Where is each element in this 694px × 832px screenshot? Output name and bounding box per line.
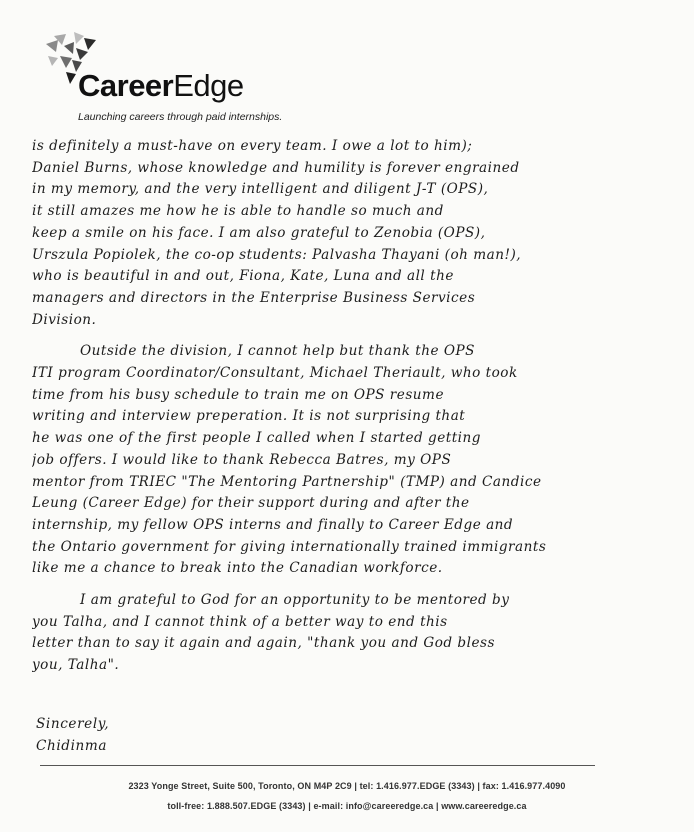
paragraph-3 bbox=[32, 590, 684, 677]
letter-line: in my memory, and the very intelligent and diligent J-T (OPS), bbox=[32, 181, 489, 198]
footer-address: 2323 Yonge Street, Suite 500, Toronto, ON M4P 2C9 | tel: 1.416.977.EDGE (3343) | fax: 1.416.977.4090 bbox=[128, 781, 566, 791]
signature: Chidinma bbox=[36, 738, 108, 754]
footer-divider bbox=[40, 765, 595, 766]
letter-line: keep a smile on his face. I am also grateful to Zenobia (OPS), bbox=[32, 224, 486, 241]
letter-line: managers and directors in the Enterprise Business Services bbox=[32, 289, 476, 306]
letter-line: the Ontario government for giving internationally trained immigrants bbox=[32, 538, 547, 555]
paragraph-1 bbox=[32, 136, 684, 331]
brand-tagline: Launching careers through paid internships. bbox=[78, 111, 283, 123]
letter-line: he was one of the first people I called when I started getting bbox=[32, 430, 481, 447]
footer-contact: toll-free: 1.888.507.EDGE (3343) | e-mail: info@careeredge.ca | www.careeredge.ca bbox=[167, 801, 527, 811]
letter-line: I am grateful to God for an opportunity to be mentored by bbox=[80, 592, 510, 609]
letter-line: internship, my fellow OPS interns and finally to Career Edge and bbox=[32, 516, 514, 533]
letter-line: letter than to say it again and again, "thank you and God bless bbox=[32, 635, 495, 652]
letter-line: you Talha, and I cannot think of a better way to end this bbox=[32, 613, 448, 630]
letter-line: Leung (Career Edge) for their support during and after the bbox=[32, 495, 470, 512]
brand-name-regular: Edge bbox=[173, 68, 244, 103]
letter-line: mentor from TRIEC "The Mentoring Partnership" (TMP) and Candice bbox=[32, 473, 542, 490]
letter-line: like me a chance to break into the Canadian workforce. bbox=[32, 560, 443, 577]
closing-salutation: Sincerely, bbox=[36, 716, 110, 732]
letter-line: time from his busy schedule to train me on OPS resume bbox=[32, 386, 444, 403]
letter-closing bbox=[36, 713, 109, 757]
paragraph-2 bbox=[32, 341, 684, 580]
letter-line: Daniel Burns, whose knowledge and humility is forever engrained bbox=[32, 159, 520, 176]
letter-line: Division. bbox=[32, 311, 97, 328]
letter-line: Outside the division, I cannot help but thank the OPS bbox=[80, 343, 475, 360]
letter-line: is definitely a must-have on every team. I owe a lot to him); bbox=[32, 138, 473, 154]
letter-body bbox=[32, 136, 684, 677]
letter-line: Urszula Popiolek, the co-op students: Palvasha Thayani (oh man!), bbox=[32, 246, 522, 263]
brand-name bbox=[78, 70, 244, 101]
letter-line: it still amazes me how he is able to handle so much and bbox=[32, 203, 444, 220]
letter-line: you, Talha". bbox=[32, 657, 120, 674]
letter-line: who is beautiful in and out, Fiona, Kate, Luna and all the bbox=[32, 268, 454, 285]
brand-name-bold: Career bbox=[78, 68, 174, 103]
letter-line: ITI program Coordinator/Consultant, Michael Theriault, who took bbox=[32, 365, 518, 382]
letter-line: job offers. I would like to thank Rebecca Batres, my OPS bbox=[32, 451, 452, 468]
letter-line: writing and interview preperation. It is not surprising that bbox=[32, 408, 466, 425]
